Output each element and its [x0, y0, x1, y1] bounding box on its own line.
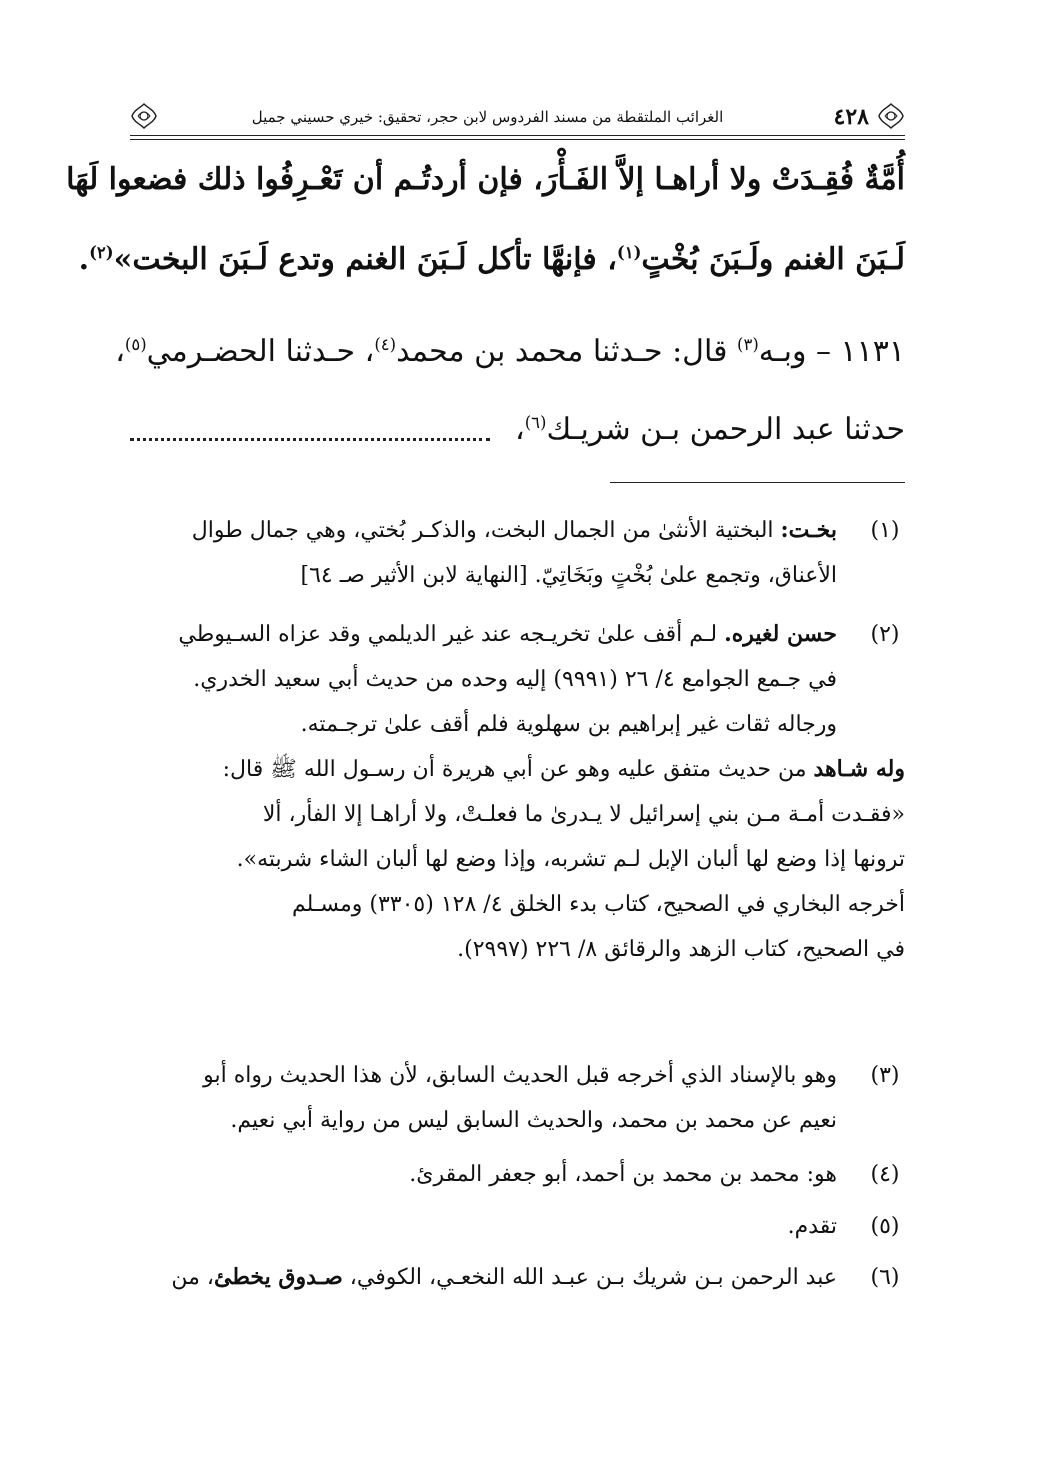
footnote-3-number: (٣): [870, 1063, 900, 1088]
footnote-1-line-1: [130, 508, 837, 553]
footnote-6-text-c: ، من: [171, 1265, 215, 1290]
main-line-2-part-a: لَـبَنَ الغنم ولَـبَنَ بُخْتٍ: [641, 242, 905, 277]
footnote-3-line-2: نعيم عن محمد بن محمد، والحديث السابق ليس من رواية أبي نعيم.: [230, 1108, 837, 1133]
footnote-2-cont-line-1: [130, 747, 905, 792]
footnote-ref-2[interactable]: (٢): [89, 243, 114, 262]
footnote-2-shahid-label: وله شـاهد: [813, 756, 905, 782]
page-header: [130, 98, 905, 138]
footnote-2-cont-line-1-text: من حديث متفق عليه وهو عن أبي هريرة أن رسـول الله ﷺ قال:: [222, 757, 814, 782]
footnote-ref-1[interactable]: (١): [616, 243, 642, 262]
footnote-ref-5[interactable]: (٥): [124, 335, 147, 354]
footnote-4-number: (٤): [870, 1162, 900, 1187]
header-rule: [130, 135, 905, 136]
main-line-2-part-b: ، فإنهَّا تأكل لَـبَنَ الغنم وتدع لَـبَنَ البخت»: [113, 242, 617, 277]
ornament-left-icon: [130, 102, 158, 130]
footnote-2-number: (٢): [870, 622, 900, 647]
main-line-2: [78, 238, 905, 282]
footnote-ref-4[interactable]: (٤): [374, 335, 397, 354]
main-line-3-part-d: ،: [115, 334, 125, 369]
continuation-dots: [130, 410, 490, 441]
main-line-4-part-b: ،: [515, 412, 525, 447]
main-line-1: [66, 158, 905, 202]
footnote-1-term: بخـت:: [780, 517, 837, 543]
footnote-6-line-1: [130, 1255, 837, 1300]
main-line-3-part-b: قال: حـدثنا محمد بن محمد: [396, 334, 737, 369]
footnote-2-cont-line-4: أخرجه البخاري في الصحيح، كتاب بدء الخلق ٤/ ١٢٨ (٣٣٠٥) ومسـلم: [292, 892, 905, 917]
footnote-2-line-1-text: لـم أقف علىٰ تخريـجه عند غير الديلمي وقد عزاه السـيوطي: [178, 622, 725, 647]
footnote-6-text-a: عبد الرحمن بـن شريك بـن عبـد الله النخعـي، الكوفي،: [342, 1265, 837, 1290]
footnote-4-line-1: هو: محمد بن محمد بن أحمد، أبو جعفر المقرئ.: [409, 1162, 837, 1187]
footnote-2-continuation: [130, 747, 905, 972]
footnote-6-number: (٦): [870, 1265, 900, 1290]
footnote-separator: [610, 482, 905, 483]
footnote-2-cont-line-2: «فقـدت أمـة مـن بني إسرائيل لا يـدرىٰ ما فعلـتْ، ولا أراهـا إلا الفأر، ألا: [262, 802, 905, 827]
footnote-2-line-2: في جـمع الجوامع ٤/ ٢٦ (٩٩٩١) إليه وحده من حديث أبي سعيد الخدري.: [193, 667, 837, 692]
hadith-number: ١١٣١: [840, 334, 905, 369]
footnote-ref-6[interactable]: (٦): [524, 413, 547, 432]
main-line-2-part-c: .: [78, 242, 90, 277]
running-title: الغرائب الملتقطة من مسند الفردوس لابن حجر، تحقيق: خيري حسيني جميل: [251, 108, 724, 126]
footnote-ref-3[interactable]: (٣): [737, 335, 759, 354]
main-line-3-part-c: ، حـدثنا الحضـرمي: [146, 334, 375, 369]
footnote-5-line-1: تقدم.: [787, 1214, 837, 1239]
footnote-2-cont-line-3: ترونها إذا وضع لها ألبان الإبل لـم تشربه، وإذا وضع لها ألبان الشاء شربته».: [236, 847, 905, 872]
main-line-1-text: أُمَّةٌ فُقِـدَتْ ولا أراهـا إلاَّ الفَـأْرَ، فإن أردتُـم أن تَعْـرِفُوا ذلك فضعوا لَهَا: [66, 162, 905, 197]
header-rule-thin: [130, 139, 905, 140]
main-line-3: [115, 330, 905, 374]
page-number: ٤٢٨: [833, 104, 869, 130]
main-line-4-part-a: حدثنا عبد الرحمن بـن شريـك: [546, 412, 905, 447]
footnote-1-line-2: الأعناق، وتجمع علىٰ بُخْتٍ وبَخَاتِيّ. [النهاية لابن الأثير صـ ٦٤]: [300, 563, 837, 588]
footnote-6-grade: صـدوق يخطئ: [214, 1264, 343, 1290]
footnote-2-line-3: ورجاله ثقات غير إبراهيم بن سهلوية فلم أقف علىٰ ترجـمته.: [300, 712, 837, 737]
ornament-right-icon: [877, 102, 905, 130]
main-line-3-part-a: – وبـه: [758, 334, 831, 369]
footnote-2-grade: حسن لغيره.: [724, 621, 837, 647]
footnote-5-number: (٥): [870, 1214, 900, 1239]
footnote-2-cont-line-5: في الصحيح، كتاب الزهد والرقائق ٨/ ٢٢٦ (٢٩٩٧).: [457, 937, 905, 962]
footnote-3-line-1: وهو بالإسناد الذي أخرجه قبل الحديث السابق، لأن هذا الحديث رواه أبو: [203, 1063, 837, 1088]
footnote-1-line-1-text: البختية الأنثىٰ من الجمال البخت، والذكـر بُختي، وهي جمال طوال: [191, 518, 781, 543]
footnote-1-number: (١): [870, 518, 900, 543]
footnote-2-line-1: [130, 612, 837, 657]
